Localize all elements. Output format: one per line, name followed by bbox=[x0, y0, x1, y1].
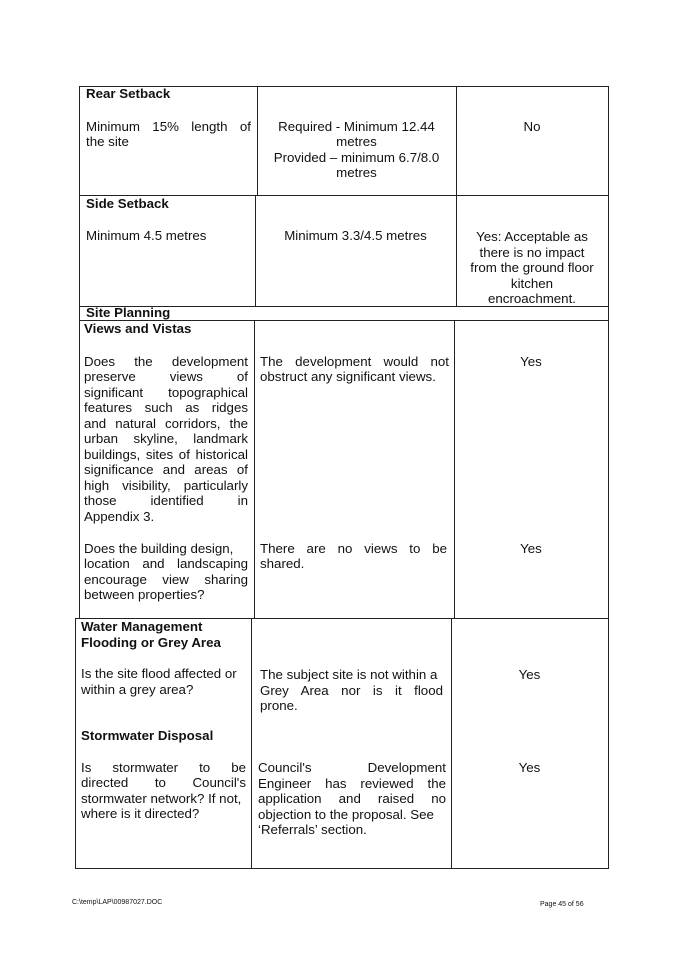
views-question-2: between properties? bbox=[84, 587, 205, 602]
views-compliance-1: Yes bbox=[520, 354, 542, 369]
side-setback-compliance: there is no impact bbox=[479, 245, 585, 260]
water-answer-2: objection to the proposal. See bbox=[258, 807, 434, 822]
water-answer-1: The subject site is not within a bbox=[260, 667, 438, 682]
views-heading: Views and Vistas bbox=[84, 321, 192, 336]
rear-setback-control: Minimum 15% length of bbox=[86, 119, 251, 134]
stormwater-heading: Stormwater Disposal bbox=[81, 728, 214, 743]
water-question-2: Is stormwater to be bbox=[81, 760, 246, 775]
water-answer-2: ‘Referrals’ section. bbox=[258, 822, 367, 837]
rear-setback-compliance: No bbox=[523, 119, 541, 134]
views-answer-2: shared. bbox=[260, 556, 305, 571]
views-question-1-line: Does the development bbox=[84, 354, 248, 369]
water-answer-2: application and raised no bbox=[258, 791, 446, 806]
views-question-2: encourage view sharing bbox=[84, 572, 248, 587]
water-question-1: within a grey area? bbox=[81, 682, 194, 697]
views-question-2: Does the building design, bbox=[84, 541, 234, 556]
views-answer-1: obstruct any significant views. bbox=[260, 369, 436, 384]
rear-setback-proposal: Provided – minimum 6.7/8.0 bbox=[273, 150, 440, 165]
water-answer-2: Engineer has reviewed the bbox=[258, 776, 446, 791]
rear-setback-proposal: metres bbox=[336, 134, 377, 149]
views-question-1-line: buildings, sites of historical bbox=[84, 447, 248, 462]
water-question-1: Is the site flood affected or bbox=[81, 666, 237, 681]
water-compliance-2: Yes bbox=[518, 760, 541, 775]
views-question-1-line: preserve views of bbox=[84, 369, 248, 384]
views-question-1-line: urban skyline, landmark bbox=[84, 431, 248, 446]
water-question-2: directed to Council's bbox=[81, 775, 246, 790]
views-question-1-line: significant topographical bbox=[84, 385, 248, 400]
side-setback-compliance: encroachment. bbox=[488, 291, 576, 306]
side-setback-compliance: from the ground floor bbox=[470, 260, 594, 275]
views-question-1-line: significance and areas of bbox=[84, 462, 248, 477]
water-answer-2: Council's Development bbox=[258, 760, 446, 775]
rear-setback-control: the site bbox=[86, 134, 129, 149]
side-setback-compliance: Yes: Acceptable as bbox=[476, 229, 588, 244]
views-question-1-line: features such as ridges bbox=[84, 400, 248, 415]
views-question-1-line: and natural corridors, the bbox=[84, 416, 248, 431]
water-answer-1: prone. bbox=[260, 698, 298, 713]
rear-setback-heading: Rear Setback bbox=[86, 86, 171, 101]
views-question-1-line: Appendix 3. bbox=[84, 509, 155, 524]
rear-setback-proposal: Required - Minimum 12.44 bbox=[278, 119, 435, 134]
views-question-1-line: high visibility, particularly bbox=[84, 478, 248, 493]
side-setback-control: Minimum 4.5 metres bbox=[86, 228, 207, 243]
views-answer-2: There are no views to be bbox=[260, 541, 447, 556]
site-planning-heading: Site Planning bbox=[86, 305, 171, 320]
water-management-heading: Water Management bbox=[81, 619, 203, 634]
side-setback-heading: Side Setback bbox=[86, 196, 169, 211]
views-question-2: location and landscaping bbox=[84, 556, 248, 571]
flooding-heading: Flooding or Grey Area bbox=[81, 635, 221, 650]
water-answer-1: Grey Area nor is it flood bbox=[260, 683, 443, 698]
views-compliance-2: Yes bbox=[520, 541, 542, 556]
water-question-2: where is it directed? bbox=[81, 806, 200, 821]
footer-page-number: Page 45 of 56 bbox=[540, 901, 584, 908]
water-compliance-1: Yes bbox=[518, 667, 541, 682]
side-setback-compliance: kitchen bbox=[510, 276, 554, 291]
rear-setback-proposal: metres bbox=[336, 165, 377, 180]
views-answer-1: The development would not bbox=[260, 354, 449, 369]
views-question-1-line: those identified in bbox=[84, 493, 248, 508]
side-setback-proposal: Minimum 3.3/4.5 metres bbox=[284, 228, 427, 243]
footer-file-path: C:\temp\LAP\00987027.DOC bbox=[72, 899, 163, 906]
water-question-2: stormwater network? If not, bbox=[81, 791, 242, 806]
